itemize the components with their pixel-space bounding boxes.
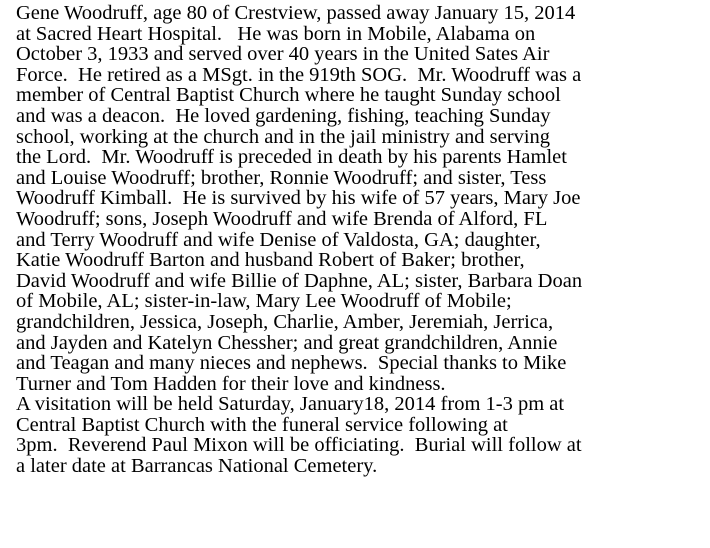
obituary-line: member of Central Baptist Church where he taught Sunday school bbox=[16, 84, 561, 107]
obituary-line: Katie Woodruff Barton and husband Robert of Baker; brother, bbox=[16, 249, 525, 272]
obituary-line: school, working at the church and in the jail ministry and serving bbox=[16, 125, 551, 148]
obituary-line: at Sacred Heart Hospital. He was born in Mobile, Alabama on bbox=[16, 22, 536, 45]
obituary-line: Woodruff Kimball. He is survived by his wife of 57 years, Mary Joe bbox=[16, 187, 581, 210]
obituary-line: and was a deacon. He loved gardening, fishing, teaching Sunday bbox=[16, 104, 551, 127]
obituary-line: Woodruff; sons, Joseph Woodruff and wife Brenda of Alford, FL bbox=[16, 207, 548, 230]
obituary-line: and Louise Woodruff; brother, Ronnie Woodruff; and sister, Tess bbox=[16, 166, 547, 189]
visitation-line: 3pm. Reverend Paul Mixon will be officiating. Burial will follow at bbox=[16, 434, 582, 457]
obituary-line: Gene Woodruff, age 80 of Crestview, passed away January 15, 2014 bbox=[16, 2, 576, 24]
obituary-line: October 3, 1933 and served over 40 years in the United Sates Air bbox=[16, 43, 550, 66]
visitation-line: A visitation will be held Saturday, January18, 2014 from 1-3 pm at bbox=[16, 393, 565, 416]
visitation-line: a later date at Barrancas National Cemetery. bbox=[16, 455, 378, 478]
obituary-line: grandchildren, Jessica, Joseph, Charlie, Amber, Jeremiah, Jerrica, bbox=[16, 310, 554, 333]
obituary-line: of Mobile, AL; sister-in-law, Mary Lee Woodruff of Mobile; bbox=[16, 290, 512, 313]
obituary-line: and Teagan and many nieces and nephews. Special thanks to Mike bbox=[16, 352, 567, 375]
visitation-line: Central Baptist Church with the funeral service following at bbox=[16, 413, 508, 436]
obituary-line: and Terry Woodruff and wife Denise of Valdosta, GA; daughter, bbox=[16, 228, 541, 251]
obituary-line: and Jayden and Katelyn Chessher; and great grandchildren, Annie bbox=[16, 331, 558, 354]
obituary-text bbox=[16, 3, 706, 477]
obituary-line: Force. He retired as a MSgt. in the 919th SOG. Mr. Woodruff was a bbox=[16, 63, 582, 86]
obituary-line: the Lord. Mr. Woodruff is preceded in death by his parents Hamlet bbox=[16, 146, 567, 169]
obituary-line: David Woodruff and wife Billie of Daphne, AL; sister, Barbara Doan bbox=[16, 269, 583, 292]
obituary-line: Turner and Tom Hadden for their love and kindness. bbox=[16, 372, 446, 395]
